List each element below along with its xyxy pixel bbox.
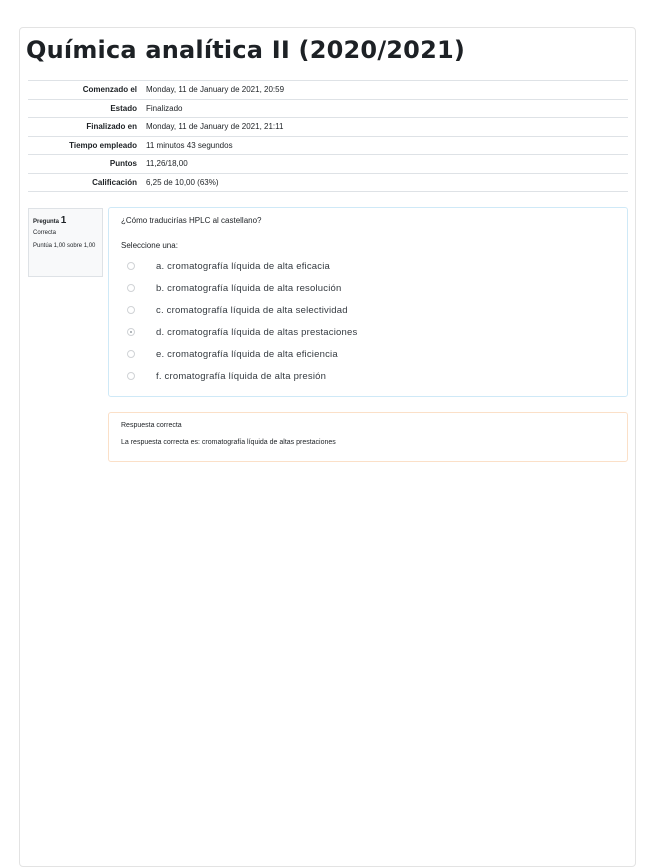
summary-value: Monday, 11 de January de 2021, 21:11 [146, 122, 284, 132]
summary-row-completed [28, 118, 628, 137]
answer-option-c[interactable] [121, 299, 357, 321]
summary-value: 6,25 de 10,00 (63%) [146, 177, 219, 187]
answer-option-label: c. cromatografía líquida de alta selectividad [156, 304, 348, 316]
right-answer-text: La respuesta correcta es: cromatografía líquida de altas prestaciones [121, 439, 336, 446]
question-grade: Puntúa 1,00 sobre 1,00 [33, 242, 96, 249]
summary-value: 11 minutos 43 segundos [146, 140, 233, 150]
answer-option-label: f. cromatografía líquida de alta presión [156, 370, 327, 382]
summary-label: Finalizado en [86, 122, 137, 132]
summary-label: Puntos [109, 159, 137, 169]
radio-button-selected[interactable] [127, 328, 135, 336]
summary-label: Estado [110, 103, 137, 113]
question-number [33, 213, 98, 229]
summary-row-grade [28, 173, 628, 192]
answer-prompt: Seleccione una: [121, 241, 178, 250]
answer-option-label: b. cromatografía líquida de alta resolución [156, 282, 342, 294]
summary-value: Monday, 11 de January de 2021, 20:59 [146, 85, 285, 95]
summary-row-time-taken [28, 136, 628, 155]
summary-label: Comenzado el [82, 85, 137, 95]
answer-option-b[interactable] [121, 277, 357, 299]
radio-button[interactable] [127, 306, 135, 314]
radio-button[interactable] [127, 372, 135, 380]
attempt-summary-table [28, 80, 628, 192]
answer-options [121, 255, 357, 387]
answer-option-e[interactable] [121, 343, 357, 365]
summary-value: Finalizado [146, 103, 183, 113]
question-number-label: Pregunta [33, 219, 60, 225]
summary-row-started [28, 81, 628, 100]
radio-button[interactable] [127, 350, 135, 358]
question-info-box [28, 208, 103, 277]
answer-option-label: e. cromatografía líquida de alta eficiencia [156, 348, 338, 360]
question-outcome [108, 412, 628, 462]
page-title: Química analítica II (2020/2021) [26, 36, 466, 64]
radio-button[interactable] [127, 284, 135, 292]
answer-option-d[interactable] [121, 321, 357, 343]
question-text: ¿Cómo traducirías HPLC al castellano? [121, 216, 262, 225]
answer-option-a[interactable] [121, 255, 357, 277]
answer-option-f[interactable] [121, 365, 357, 387]
feedback-text: Respuesta correcta [121, 422, 182, 429]
radio-button[interactable] [127, 262, 135, 270]
summary-value: 11,26/18,00 [146, 159, 188, 169]
summary-row-marks [28, 155, 628, 174]
summary-label: Calificación [92, 177, 137, 187]
summary-row-state [28, 99, 628, 118]
question-formulation [108, 207, 628, 397]
question-number-value: 1 [60, 215, 67, 226]
summary-label: Tiempo empleado [69, 140, 137, 150]
question-state: Correcta [33, 230, 57, 236]
answer-option-label: a. cromatografía líquida de alta eficacia [156, 260, 331, 272]
answer-option-label: d. cromatografía líquida de altas prestaciones [156, 326, 358, 338]
